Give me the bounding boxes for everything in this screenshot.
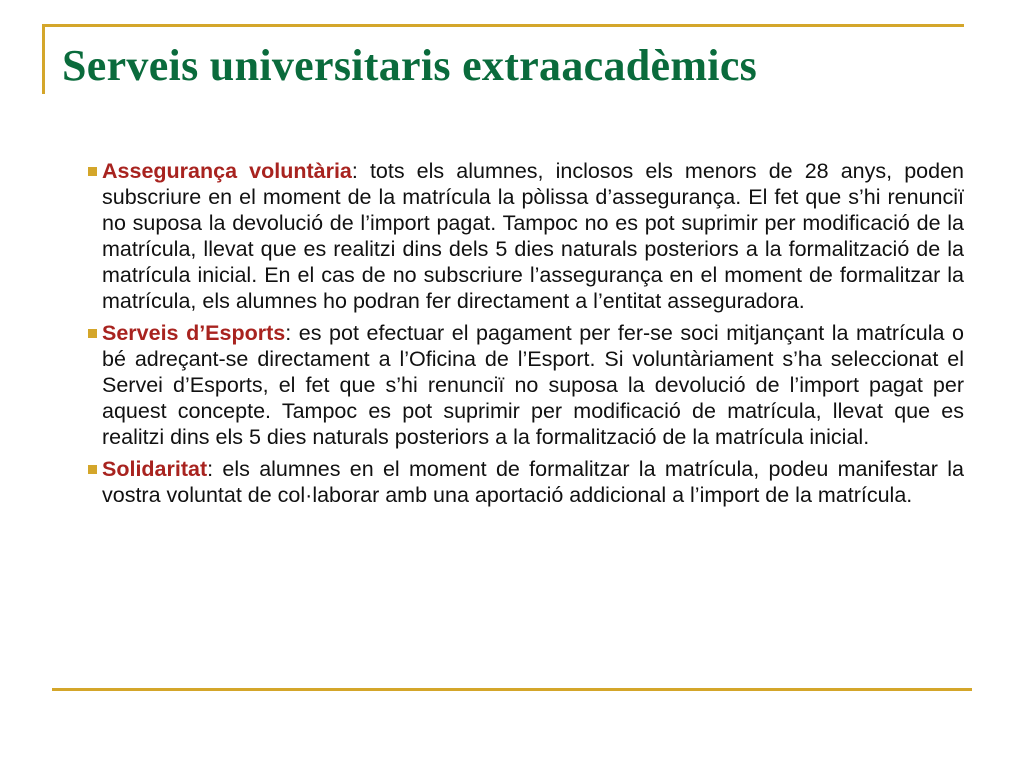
bullet-list [88,158,964,514]
list-item-esports [88,320,964,450]
list-item-body [102,158,964,314]
bottom-rule [52,688,972,691]
square-bullet-icon [88,465,97,474]
square-bullet-icon [88,329,97,338]
item-text: : els alumnes en el moment de formalitzar la matrícula, podeu manifestar la vostra voluntat de col·laborar amb una aportació addicional a l’import de la matrícula. [102,457,964,507]
left-rule [42,24,45,94]
item-text: : tots els alumnes, inclosos els menors de 28 anys, poden subscriure en el moment de la matrícula la pòlissa d’assegurança. El fet que s’hi renunciï no suposa la devolució de l’import pagat. Tampoc no es pot suprimir per modificació de la matrícula, llevat que es realitzi dins dels 5 dies naturals posteriors a la formalització de la matrícula inicial. En el cas de no subscriure l’assegurança en el moment de formalitzar la matrícula, els alumnes ho podran fer directament a l’entitat asseguradora. [102,159,964,313]
list-item-body [102,456,964,508]
top-rule [42,24,964,27]
square-bullet-icon [88,167,97,176]
slide-title: Serveis universitaris extraacadèmics [62,41,758,90]
item-term: Solidaritat [102,457,208,481]
item-text: : es pot efectuar el pagament per fer-se soci mitjançant la matrícula o bé adreçant-se directament a l’Oficina de l’Esport. Si voluntàriament s’ha seleccionat el Servei d’Esports, el fet que s’hi renunciï no suposa la devolució de l’import pagat per aquest concepte. Tampoc es pot suprimir per modificació de matrícula, llevat que es realitzi dins els 5 dies naturals posteriors a la formalització de la matrícula inicial. [102,321,965,449]
item-term: Serveis d’Esports [102,321,286,345]
list-item-assegurança [88,158,964,314]
list-item-solidaritat [88,456,964,508]
item-term: Assegurança voluntària [102,159,352,183]
list-item-body [102,320,964,450]
